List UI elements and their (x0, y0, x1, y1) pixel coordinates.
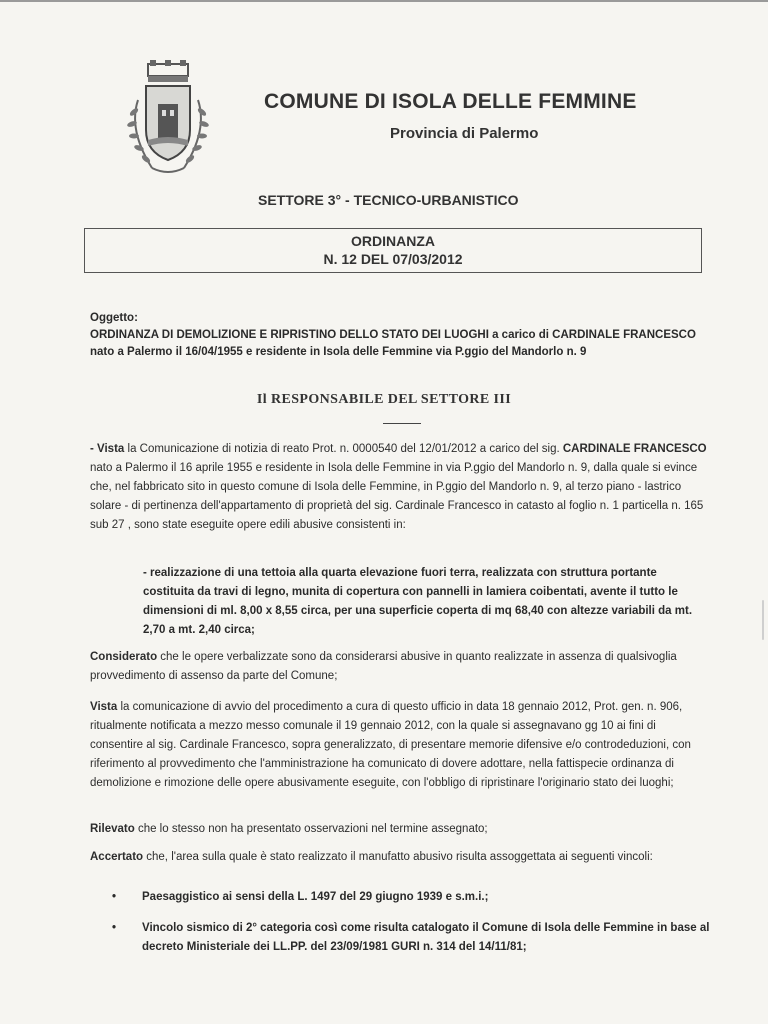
bullet-icon: • (112, 922, 117, 934)
paragraph-vista-notice (90, 440, 712, 535)
ordinance-box (84, 228, 702, 273)
paragraph-text: che le opere verbalizzate sono da considerarsi abusive in quanto realizzate in assenza di qualsivoglia provvedimento di assenso da parte del Comune; (90, 651, 677, 682)
scan-mark (762, 600, 764, 640)
paragraph-text: la Comunicazione di notizia di reato Prot. n. 0000540 del 12/01/2012 a carico del sig. (124, 443, 563, 455)
paragraph-lead: Vista (90, 701, 118, 713)
list-item (112, 888, 712, 907)
paragraph-considerato (90, 648, 712, 686)
paragraph-text: che, l'area sulla quale è stato realizzato il manufatto abusivo risulta assoggettata ai seguenti vincoli: (143, 851, 653, 863)
subject-block (90, 310, 710, 361)
list-item (112, 919, 712, 957)
paragraph-text: nato a Palermo il 16 aprile 1955 e residente in Isola delle Femmine in via P.ggio del Mandorlo n. 9, dalla quale si evince che, nel fabbricato sito in questo comune di Isola delle Femmine, in P.ggio del Mandorlo n. 9, al terzo piano - lastrico solare - di pertinenza dell'appartamento di proprietà del sig. Cardinale Francesco in catasto al foglio n. 1 particella n. 165 sub 27 , sono state eseguite opere edili abusive consistenti in: (90, 462, 704, 531)
constraints-list (112, 888, 712, 969)
list-item-text: Vincolo sismico di 2° categoria così come risulta catalogato il Comune di Isola delle Femmine in base al decreto Ministeriale dei LL.PP. del 23/09/1981 GURI n. 314 del 14/11/81; (142, 922, 710, 953)
paragraph-text: la comunicazione di avvio del procedimento a cura di questo ufficio in data 18 gennaio 2012, Prot. gen. n. 906, ritualmente notificata a mezzo messo comunale il 19 gennaio 2012, con la quale si assegnavano gg 10 ai fini di consentire al sig. Cardinale Francesco, sopra generalizzato, di presentare memorie difensive e/o controdeduzioni, con riferimento al provvedimento che l'amministrazione ha comunicato di dovere adottare, nella fattispecie ordinanza di demolizione e rimozione delle opere abusivamente eseguite, con l'obbligo di ripristinare l'originario stato dei luoghi; (90, 701, 691, 789)
paragraph-rilevato (90, 820, 712, 839)
abusive-works-description: - realizzazione di una tettoia alla quarta elevazione fuori terra, realizzata con struttura portante costituita da travi di legno, munita di copertura con pannelli in lamiera coibentati, avente il tutto le dimensioni di ml. 8,00 x 8,55 circa, per una superficie coperta di mq 68,40 con altezze variabili da mt. 2,70 a mt. 2,40 circa; (143, 567, 693, 636)
person-name: CARDINALE FRANCESCO (562, 443, 707, 455)
province-subtitle: Provincia di Palermo (390, 125, 539, 142)
list-item-text: Paesaggistico ai sensi della L. 1497 del 29 giugno 1939 e s.m.i.; (142, 891, 489, 903)
sector-heading: SETTORE 3° - TECNICO-URBANISTICO (258, 192, 519, 208)
subject-text: ORDINANZA DI DEMOLIZIONE E RIPRISTINO DELLO STATO DEI LUOGHI a carico di CARDINALE FRANCESCO nato a Palermo il 16/04/1955 e residente in Isola delle Femmine via P.ggio del Mandorlo n. 9 (90, 329, 696, 358)
responsible-heading: Il RESPONSABILE DEL SETTORE III (256, 392, 512, 407)
paragraph-lead: Accertato (90, 851, 144, 863)
paragraph-lead: - Vista (90, 443, 125, 455)
subject-label: Oggetto: (90, 312, 138, 324)
paragraph-accertato (90, 848, 712, 867)
heading-underline (383, 423, 421, 424)
municipal-crest-icon (118, 60, 218, 180)
paragraph-lead: Considerato (90, 651, 158, 663)
paragraph-vista-procedure (90, 698, 712, 793)
scan-edge (0, 0, 768, 2)
ordinance-number: N. 12 DEL 07/03/2012 (323, 251, 463, 267)
ordinance-title: ORDINANZA (351, 233, 435, 249)
municipality-title: COMUNE DI ISOLA DELLE FEMMINE (264, 90, 637, 113)
bullet-icon: • (112, 891, 117, 903)
paragraph-text: che lo stesso non ha presentato osservazioni nel termine assegnato; (134, 823, 488, 835)
paragraph-lead: Rilevato (90, 823, 135, 835)
